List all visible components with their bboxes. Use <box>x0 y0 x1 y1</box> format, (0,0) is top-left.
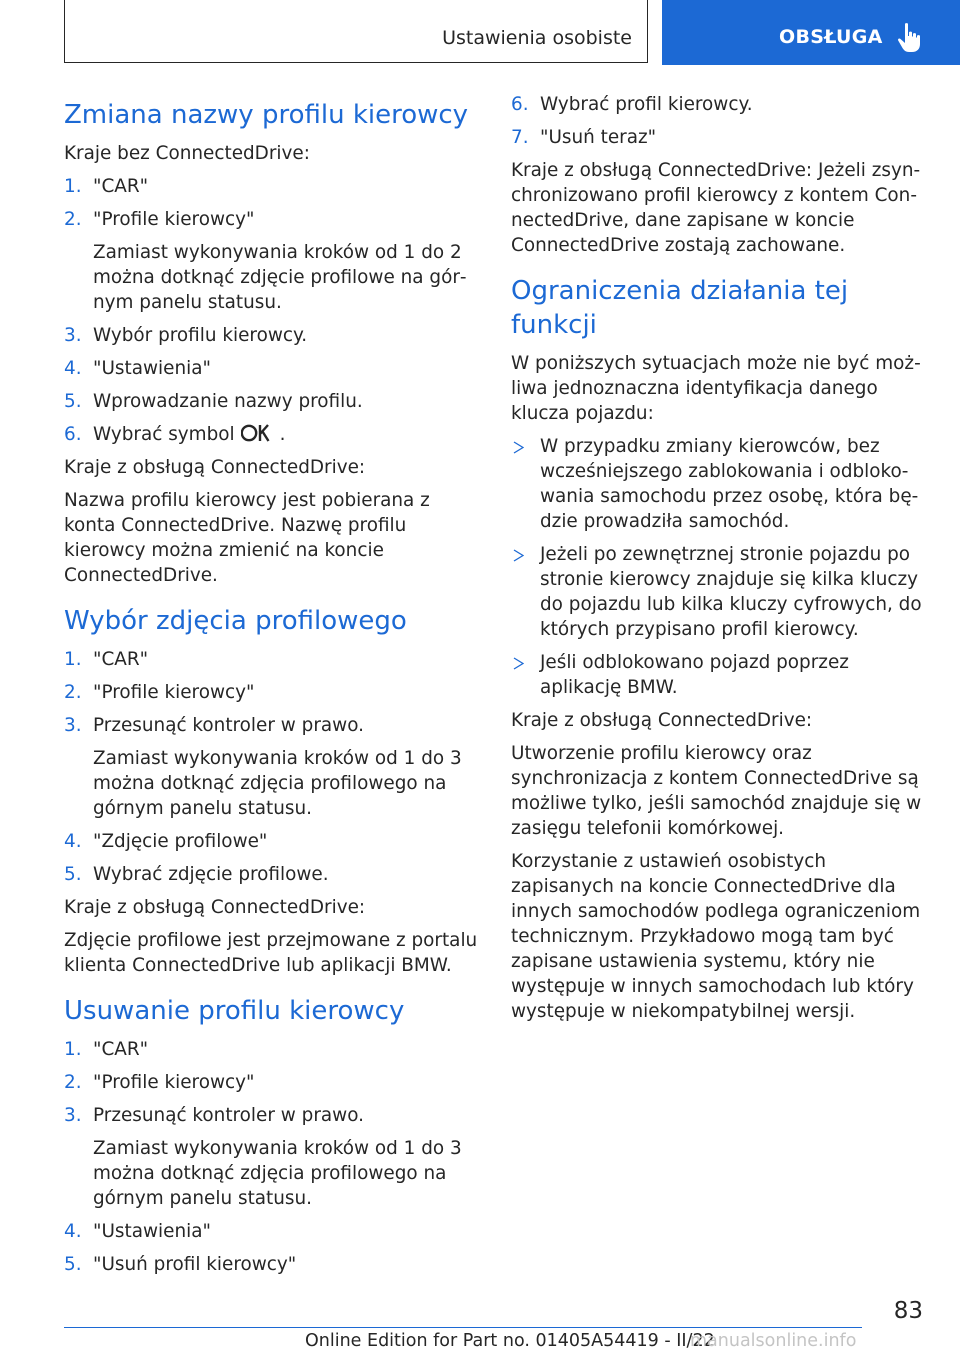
section-delete-profile <box>64 994 484 1277</box>
step-text: Wprowadzanie nazwy profilu. <box>93 391 363 412</box>
list-item <box>64 680 484 705</box>
pointing-hand-icon <box>896 22 922 54</box>
list-item <box>64 1103 484 1211</box>
step-note: Zamiast wykonywania kroków od 1 do 3 można dotknąć zdjęcia profilowego na górnym panelu statusu. <box>93 748 462 819</box>
list-item <box>511 650 931 700</box>
watermark: manualsonline.info <box>690 1331 857 1351</box>
step-number: 1. <box>64 1039 82 1060</box>
step-text: "Zdjęcie profilowe" <box>93 831 268 852</box>
list-item <box>511 125 931 150</box>
step-text: Wybrać zdjęcie profilowe. <box>93 864 329 885</box>
step-number: 4. <box>64 358 82 379</box>
delete-steps-continued <box>511 92 931 150</box>
left-column <box>64 92 484 1293</box>
step-text: "Usuń teraz" <box>540 127 657 148</box>
limits-intro: W poniższych sytuacjach może nie być możliwa jednoznaczna identyfikacja danego klucza pojazdu: <box>511 353 921 424</box>
bullet-text: Jeśli odblokowano pojazd poprzez aplikację BMW. <box>540 652 849 698</box>
step-text: Przesunąć kontroler w prawo. <box>93 715 364 736</box>
step-number: 7. <box>511 127 529 148</box>
photo-steps <box>64 647 484 887</box>
list-item <box>64 829 484 854</box>
list-item <box>64 1219 484 1244</box>
step-text: "Ustawienia" <box>93 1221 211 1242</box>
limits-list <box>511 434 931 700</box>
connecteddrive-label: Kraje z obsługą ConnectedDrive: <box>64 457 366 478</box>
heading-function-limits: Ograniczenia działania tej funkcji <box>511 276 849 340</box>
section-title: Ustawienia osobiste <box>442 27 632 49</box>
connecteddrive-text: Nazwa profilu kierowcy jest pobierana z konta ConnectedDrive. Nazwę profilu kierowcy można zmienić na koncie ConnectedDrive. <box>64 490 430 586</box>
step-text: "Usuń profil kierowcy" <box>93 1254 297 1275</box>
heading-delete-profile: Usuwanie profilu kierowcy <box>64 996 405 1026</box>
list-item <box>64 647 484 672</box>
ok-icon <box>241 422 271 444</box>
bullet-text: Jeżeli po zewnętrznej stronie pojazdu po stronie kierowcy znajduje się kilka kluczy do pojazdu lub kilka kluczy cyfrowych, do których przypisano profil kierowcy. <box>540 544 922 640</box>
step-number: 1. <box>64 649 82 670</box>
section-rename-profile <box>64 98 484 588</box>
step-number: 4. <box>64 1221 82 1242</box>
list-item <box>64 389 484 414</box>
connecteddrive-text: Kraje z obsługą ConnectedDrive: Jeżeli zsynchronizowano profil kierowcy z kontem ConnectedDrive, dane zapisane w koncie ConnectedDrive zostają zachowane. <box>511 160 921 256</box>
step-text: Wybrać symbol <box>93 424 235 445</box>
rename-steps <box>64 174 484 447</box>
bullet-triangle-icon <box>513 441 524 454</box>
step-number: 6. <box>511 94 529 115</box>
step-number: 1. <box>64 176 82 197</box>
list-item <box>64 174 484 199</box>
step-number: 5. <box>64 1254 82 1275</box>
page-header <box>0 0 960 66</box>
step-number: 2. <box>64 209 82 230</box>
step-number: 2. <box>64 1072 82 1093</box>
list-item <box>64 1252 484 1277</box>
limits-paragraph: Korzystanie z ustawień osobistych zapisanych na koncie ConnectedDrive dla innych samochodów podlega ograniczeniom technicznym. Przykładowo mogą tam być zapisane ustawienia systemu, który nie występuje w innych samochodach lub który występuje w niekompatybilnej wersji. <box>511 851 921 1022</box>
step-note: Zamiast wykonywania kroków od 1 do 2 można dotknąć zdjęcie profilowe na górnym panelu statusu. <box>93 242 467 313</box>
edition-note: Online Edition for Part no. 01405A54419 - II/22 <box>305 1331 715 1351</box>
footer-divider <box>64 1327 862 1328</box>
chapter-tab-label: OBSŁUGA <box>779 26 883 48</box>
list-item <box>511 434 931 534</box>
step-text: "Profile kierowcy" <box>93 682 255 703</box>
step-text: "Profile kierowcy" <box>93 1072 255 1093</box>
right-column <box>511 92 931 1040</box>
step-text: "CAR" <box>93 649 149 670</box>
delete-steps <box>64 1037 484 1277</box>
step-note: Zamiast wykonywania kroków od 1 do 3 można dotknąć zdjęcia profilowego na górnym panelu statusu. <box>93 1138 462 1209</box>
step-number: 3. <box>64 325 82 346</box>
list-item <box>64 323 484 348</box>
step-number: 5. <box>64 864 82 885</box>
step-number: 3. <box>64 1105 82 1126</box>
list-item <box>64 207 484 315</box>
step-number: 6. <box>64 424 82 445</box>
step-number: 2. <box>64 682 82 703</box>
section-profile-photo <box>64 604 484 978</box>
list-item <box>64 422 484 447</box>
step-text: "CAR" <box>93 176 149 197</box>
step-text: "Profile kierowcy" <box>93 209 255 230</box>
page-number: 83 <box>893 1298 923 1324</box>
bullet-triangle-icon <box>513 657 524 670</box>
section-function-limits <box>511 274 931 1024</box>
section-delete-profile-continued <box>511 92 931 258</box>
list-item <box>64 1037 484 1062</box>
step-text: Wybór profilu kierowcy. <box>93 325 308 346</box>
list-item <box>511 542 931 642</box>
limits-paragraph: Utworzenie profilu kierowcy oraz synchronizacja z kontem ConnectedDrive są możliwe tylko, jeśli samochód znajduje się w zasięgu telefonii komórkowej. <box>511 743 922 839</box>
chapter-tab[interactable] <box>662 0 960 65</box>
bullet-text: W przypadku zmiany kierowców, bez wcześniejszego zablokowania i odblokowania samochodu przez osobę, która będzie prowadziła samochód. <box>540 436 919 532</box>
list-item <box>511 92 931 117</box>
list-item <box>64 356 484 381</box>
list-item <box>64 713 484 821</box>
heading-profile-photo: Wybór zdjęcia profilowego <box>64 606 407 636</box>
step-suffix: . <box>279 424 286 445</box>
step-text: Przesunąć kontroler w prawo. <box>93 1105 364 1126</box>
step-text: "CAR" <box>93 1039 149 1060</box>
connecteddrive-label: Kraje z obsługą ConnectedDrive: <box>64 897 366 918</box>
connecteddrive-label: Kraje z obsługą ConnectedDrive: <box>511 710 813 731</box>
heading-rename-profile: Zmiana nazwy profilu kierowcy <box>64 100 469 130</box>
step-number: 3. <box>64 715 82 736</box>
step-number: 4. <box>64 831 82 852</box>
list-item <box>64 862 484 887</box>
bullet-triangle-icon <box>513 549 524 562</box>
step-text: "Ustawienia" <box>93 358 211 379</box>
step-text: Wybrać profil kierowcy. <box>540 94 753 115</box>
rename-intro: Kraje bez ConnectedDrive: <box>64 143 310 164</box>
step-number: 5. <box>64 391 82 412</box>
list-item <box>64 1070 484 1095</box>
connecteddrive-text: Zdjęcie profilowe jest przejmowane z portalu klienta ConnectedDrive lub aplikacji BMW. <box>64 930 478 976</box>
